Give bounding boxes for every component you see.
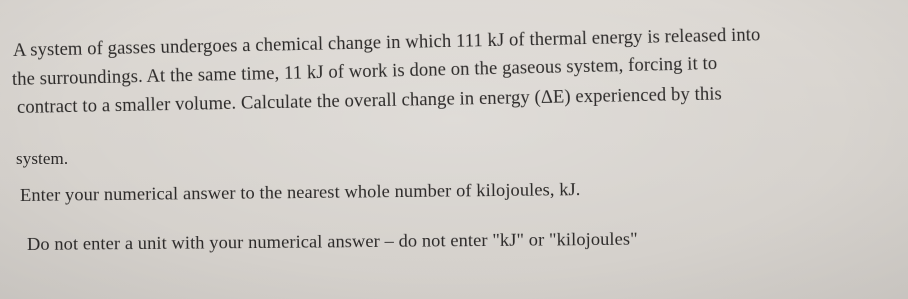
- question-text-line-3: contract to a smaller volume. Calculate the overall change in energy (ΔE) experienced by this: [16, 83, 723, 118]
- question-text-line-4: system.: [16, 149, 69, 168]
- question-text-line-2: the surroundings. At the same time, 11 kJ of work is done on the gaseous system, forcing it to: [11, 52, 718, 90]
- question-text-line-1: A system of gasses undergoes a chemical change in which 111 kJ of thermal energy is released into: [12, 24, 761, 61]
- unit-warning: Do not enter a unit with your numerical answer – do not enter "kJ" or "kilojoules": [26, 228, 638, 254]
- answer-instruction: Enter your numerical answer to the nearest whole number of kilojoules, kJ.: [19, 179, 581, 205]
